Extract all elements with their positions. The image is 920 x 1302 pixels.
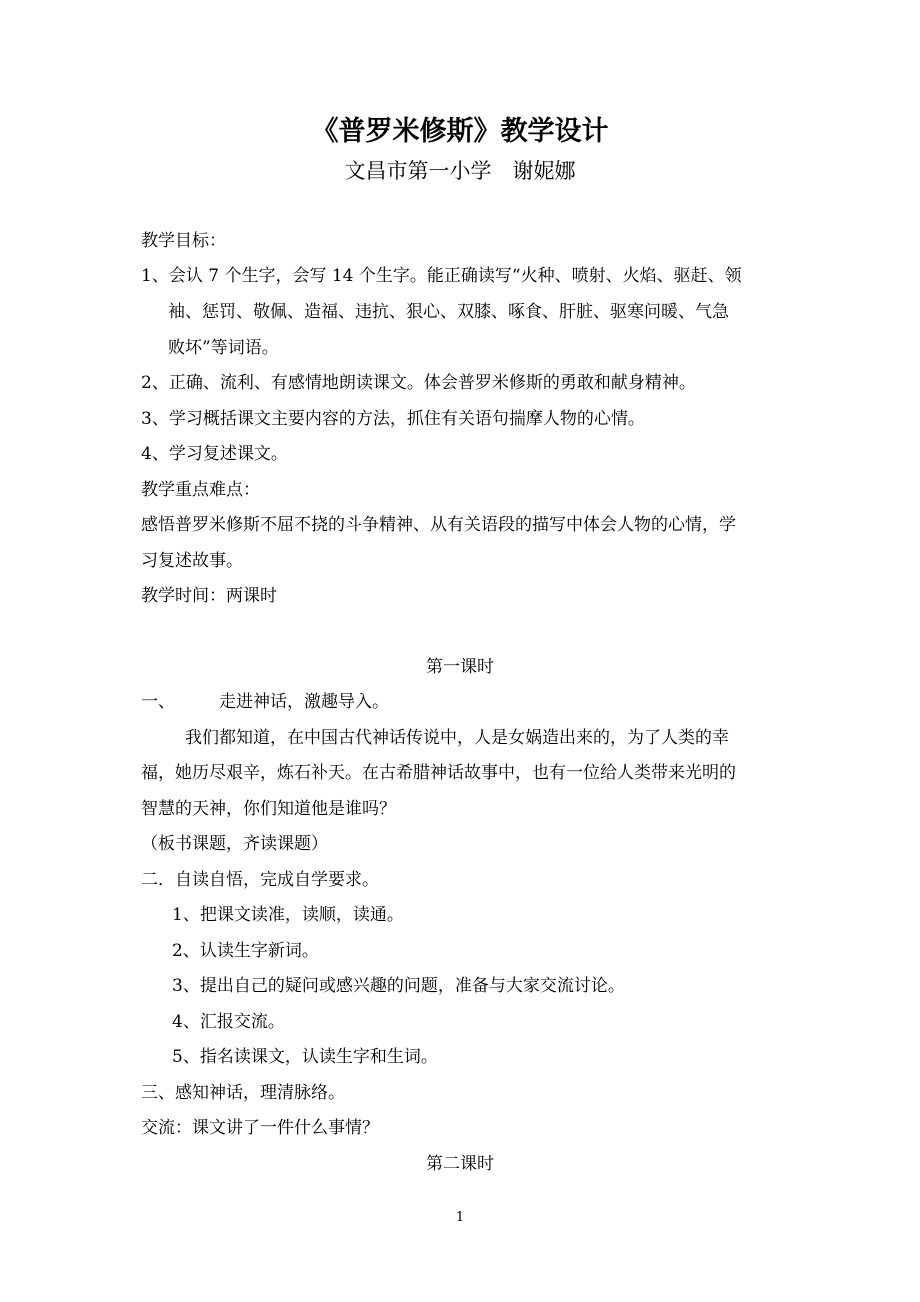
focus-line-2: 习复述故事。 <box>141 551 243 571</box>
goal-3: 3、学习概括课文主要内容的方法，抓住有关语句揣摩人物的心情。 <box>141 409 645 429</box>
focus-line-1: 感悟普罗米修斯不屈不挠的斗争精神、从有关语段的描写中体会人物的心情，学 <box>141 515 736 535</box>
step-1-title: 走进神话，激趣导入。 <box>219 692 389 712</box>
goal-2: 2、正确、流利、有感情地朗读课文。体会普罗米修斯的勇敢和献身精神。 <box>141 373 696 393</box>
step-1-note: （板书课题，齐读课题） <box>141 834 328 854</box>
step-3-question: 交流：课文讲了一件什么事情？ <box>141 1118 379 1138</box>
lesson-1-heading: 第一课时 <box>426 657 494 677</box>
lesson-2-heading: 第二课时 <box>426 1154 494 1174</box>
author-line: 文昌市第一小学 谢妮娜 <box>344 159 576 183</box>
goal-1-line-2: 袖、惩罚、敬佩、造福、违抗、狠心、双膝、啄食、肝脏、驱寒问暖、气急 <box>168 302 729 322</box>
step-2-title: 二．自读自悟，完成自学要求。 <box>141 870 379 890</box>
goal-4: 4、学习复述课文。 <box>141 444 288 464</box>
document-title: 《普罗米修斯》教学设计 <box>311 116 609 147</box>
step-1-para-line-3: 智慧的天神，你们知道他是谁吗？ <box>141 799 396 819</box>
goals-heading: 教学目标： <box>141 231 226 251</box>
step-3-title: 三、感知神话，理清脉络。 <box>141 1083 345 1103</box>
step-2-item-5: 5、指名读课文，认读生字和生词。 <box>172 1047 438 1067</box>
teaching-time: 教学时间：两课时 <box>141 586 277 606</box>
step-2-item-2: 2、认读生字新词。 <box>172 941 319 961</box>
goal-1-line-3: 败坏”等词语。 <box>168 338 279 358</box>
step-1-para-line-2: 福，她历尽艰辛，炼石补天。在古希腊神话故事中，也有一位给人类带来光明的 <box>141 763 736 783</box>
focus-heading: 教学重点难点： <box>141 480 260 500</box>
step-2-item-3: 3、提出自己的疑问或感兴趣的问题，准备与大家交流讨论。 <box>172 976 625 996</box>
step-1-number: 一、 <box>141 692 175 712</box>
goal-1-line-1: 1、会认 7 个生字，会写 14 个生字。能正确读写“火种、喷射、火焰、驱赶、领 <box>141 266 742 286</box>
page-number: 1 <box>455 1210 465 1225</box>
step-2-item-4: 4、汇报交流。 <box>172 1012 285 1032</box>
step-1-para-line-1: 我们都知道，在中国古代神话传说中，人是女娲造出来的，为了人类的幸 <box>185 728 729 748</box>
step-2-item-1: 1、把课文读准，读顺，读通。 <box>172 905 404 925</box>
